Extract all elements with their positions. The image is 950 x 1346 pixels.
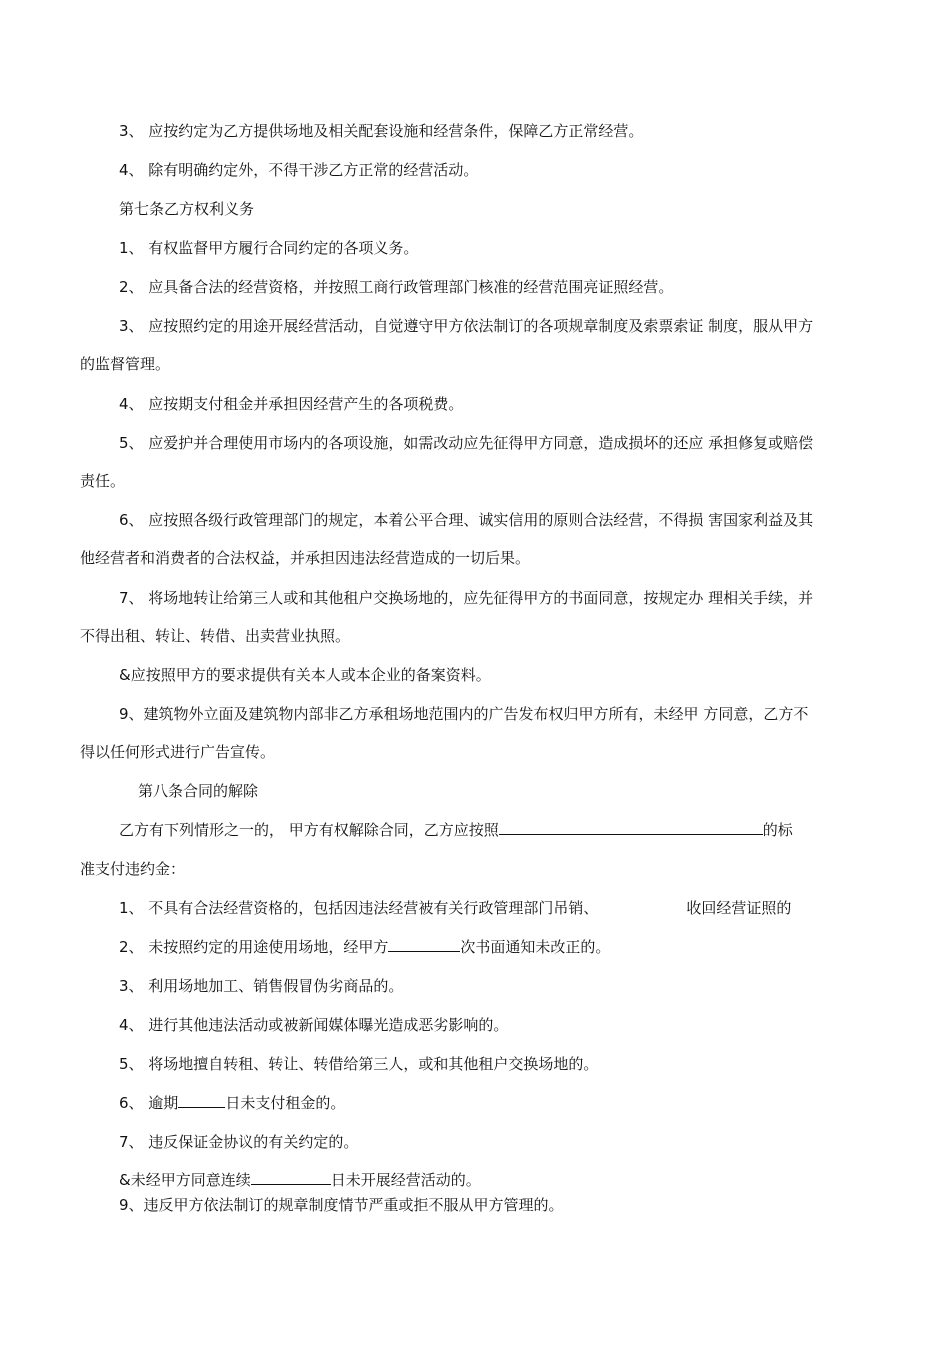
penalty-standard-blank bbox=[499, 820, 763, 835]
clause-8-item-2-tail: 次书面通知未改正的。 bbox=[460, 938, 611, 956]
section-heading-article-7: 第七条乙方权利义务 bbox=[119, 200, 255, 218]
clause-8-intro bbox=[119, 820, 793, 840]
clause-8-item-7: 7、 违反保证金协议的有关约定的。 bbox=[119, 1133, 359, 1151]
clause-8-intro-text: 乙方有下列情形之一的， 甲方有权解除合同，乙方应按照 bbox=[119, 821, 499, 839]
clause-8-item-8-tail: 日未开展经营活动的。 bbox=[330, 1171, 481, 1189]
clause-7-item-3: 3、 应按照约定的用途开展经营活动，自觉遵守甲方依法制订的各项规章制度及索票索证 制度，服从甲方 bbox=[119, 317, 814, 335]
clause-8-item-6 bbox=[119, 1093, 345, 1113]
clause-8-item-2 bbox=[119, 937, 610, 957]
clause-8-item-9: 9、违反甲方依法制订的规章制度情节严重或拒不服从甲方管理的。 bbox=[119, 1196, 564, 1214]
clause-7-item-2: 2、 应具备合法的经营资格，并按照工商行政管理部门核准的经营范围亮证照经营。 bbox=[119, 278, 674, 296]
section-heading-article-8: 第八条合同的解除 bbox=[138, 782, 259, 800]
inactive-days-blank bbox=[251, 1170, 331, 1185]
clause-8-item-3: 3、 利用场地加工、销售假冒伪劣商品的。 bbox=[119, 977, 404, 995]
clause-7-item-1: 1、 有权监督甲方履行合同约定的各项义务。 bbox=[119, 239, 419, 257]
clause-7-item-6: 6、 应按照各级行政管理部门的规定，本着公平合理、诚实信用的原则合法经营，不得损 害国家利益及其 bbox=[119, 511, 814, 529]
clause-7-item-9-cont: 得以任何形式进行广告宣传。 bbox=[80, 743, 276, 761]
clause-8-item-8 bbox=[119, 1170, 481, 1190]
clause-6-item-4: 4、 除有明确约定外，不得干涉乙方正常的经营活动。 bbox=[119, 161, 479, 179]
clause-7-item-6-cont: 他经营者和消费者的合法权益，并承担因违法经营造成的一切后果。 bbox=[80, 549, 531, 567]
clause-8-intro-tail: 的标 bbox=[762, 821, 793, 839]
clause-7-item-5-cont: 责任。 bbox=[80, 472, 126, 490]
clause-7-item-9: 9、建筑物外立面及建筑物内部非乙方承租场地范围内的广告发布权归甲方所有，未经甲 方同意，乙方不 bbox=[119, 705, 809, 723]
clause-7-item-7-cont: 不得出租、转让、转借、出卖营业执照。 bbox=[80, 627, 351, 645]
clause-8-item-8-text: &未经甲方同意连续 bbox=[119, 1171, 251, 1189]
clause-7-item-4: 4、 应按期支付租金并承担因经营产生的各项税费。 bbox=[119, 395, 464, 413]
clause-6-item-3: 3、 应按约定为乙方提供场地及相关配套设施和经营条件，保障乙方正常经营。 bbox=[119, 122, 644, 140]
clause-8-item-1 bbox=[119, 898, 791, 918]
clause-8-item-6-text: 6、 逾期 bbox=[119, 1094, 179, 1112]
clause-7-item-8: &应按照甲方的要求提供有关本人或本企业的备案资料。 bbox=[119, 666, 491, 684]
clause-8-item-1-tail: 收回经营证照的 bbox=[686, 899, 792, 917]
clause-8-intro-cont: 准支付违约金： bbox=[80, 860, 186, 878]
clause-8-item-2-text: 2、 未按照约定的用途使用场地，经甲方 bbox=[119, 938, 389, 956]
clause-7-item-5: 5、 应爱护并合理使用市场内的各项设施，如需改动应先征得甲方同意，造成损坏的还应 承担修复或赔偿 bbox=[119, 434, 814, 452]
clause-8-item-5: 5、 将场地擅自转租、转让、转借给第三人，或和其他租户交换场地的。 bbox=[119, 1055, 599, 1073]
clause-8-item-1-text: 1、 不具有合法经营资格的，包括因违法经营被有关行政管理部门吊销、 bbox=[119, 899, 599, 917]
clause-8-item-6-tail: 日未支付租金的。 bbox=[225, 1094, 346, 1112]
notice-count-blank bbox=[388, 937, 460, 952]
clause-7-item-7: 7、 将场地转让给第三人或和其他租户交换场地的，应先征得甲方的书面同意，按规定办 理相关手续，并 bbox=[119, 589, 814, 607]
clause-8-item-4: 4、 进行其他违法活动或被新闻媒体曝光造成恶劣影响的。 bbox=[119, 1016, 509, 1034]
overdue-days-blank bbox=[178, 1093, 225, 1108]
clause-7-item-3-cont: 的监督管理。 bbox=[80, 355, 171, 373]
